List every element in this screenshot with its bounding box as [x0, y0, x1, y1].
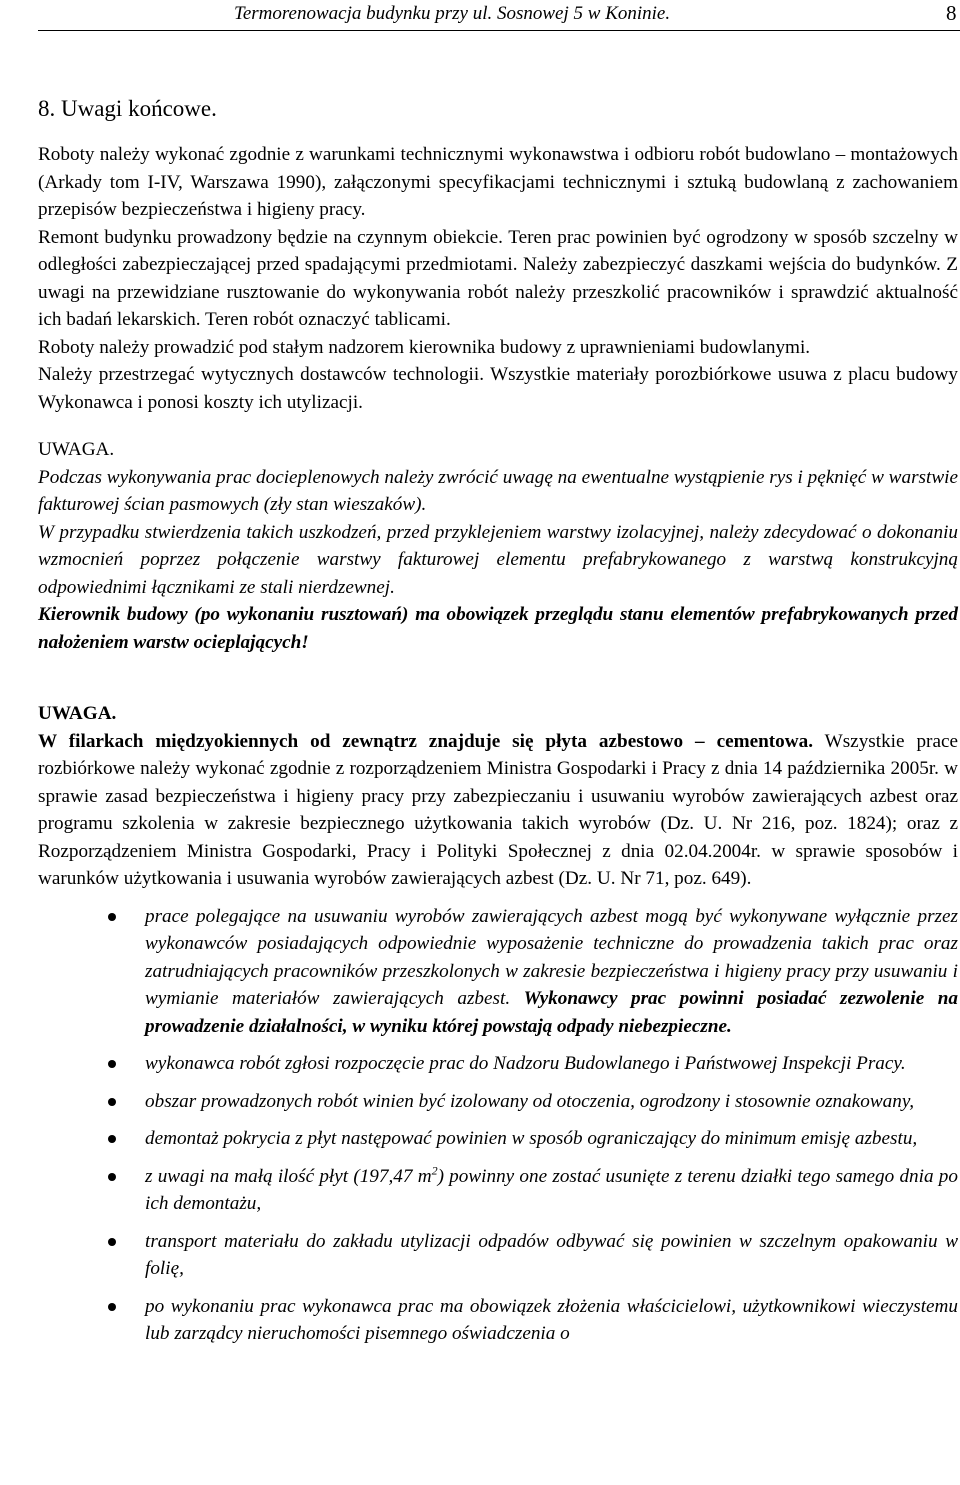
header-title: Termorenowacja budynku przy ul. Sosnowej 5 w Koninie. — [234, 3, 671, 24]
list-item: obszar prowadzonych robót winien być izolowany od otoczenia, ogrodzony i stosownie oznakowany, — [38, 1088, 958, 1116]
bullet-icon — [108, 1303, 116, 1311]
bullet-icon — [108, 1238, 116, 1246]
paragraph-regulations: Roboty należy wykonać zgodnie z warunkami technicznymi wykonawstwa i odbioru robót budowlano – montażowych (Arkady tom I-IV, Warszawa 1990), załączonymi specyfikacjami technicznymi i sztuką budowlaną z zachowaniem przepisów bezpieczeństwa i higieny pracy. — [38, 144, 958, 220]
bullet-icon — [108, 1173, 116, 1181]
note-label: UWAGA. — [38, 439, 115, 460]
document-body — [38, 141, 958, 1358]
asbestos-paragraph — [38, 728, 958, 893]
note-manager-duty: Kierownik budowy (po wykonaniu rusztowań) ma obowiązek przeglądu stanu elementów prefabrykowanych przed nałożeniem warstw ocieplających! — [38, 604, 958, 653]
list-item: demontaż pokrycia z płyt następować powinien w sposób ograniczający do minimum emisję azbestu, — [38, 1125, 958, 1153]
asbestos-note-label: UWAGA. — [38, 703, 117, 724]
paragraph-site-safety: Remont budynku prowadzony będzie na czynnym obiekcie. Teren prac powinien być ogrodzony w sposób szczelny w odległości zabezpieczającej przed spadającymi przedmiotami. Należy zabezpieczyć daszkami wejścia do budynków. Z uwagi na przewidziane rusztowanie do wykonywania robót należy przeszkolić pracowników i sprawdzić aktualność ich badań lekarskich. Teren robót oznaczyć tablicami. — [38, 226, 958, 330]
asbestos-rules-list — [38, 903, 958, 1348]
paragraph-materials: Należy przestrzegać wytycznych dostawców technologii. Wszystkie materiały porozbiórkowe usuwa z placu budowy Wykonawca i ponosi koszty ich utylizacji. — [38, 364, 958, 413]
list-item: wykonawca robót zgłosi rozpoczęcie prac do Nadzoru Budowlanego i Państwowej Inspekcji Pracy. — [38, 1050, 958, 1078]
bullet-icon — [108, 1098, 116, 1106]
list-item: z uwagi na małą ilość płyt (197,47 $m^2$) powinny one zostać usunięte z terenu działki tego samego dnia po ich demontażu, — [38, 1163, 958, 1218]
page-header — [38, 0, 960, 31]
note-cracks-text: Podczas wykonywania prac docieplenowych należy zwrócić uwagę na ewentualne wystąpienie rys i pęknięć w warstwie fakturowej ścian pasmowych (zły stan wieszaków). — [38, 466, 958, 515]
asbestos-regulation-text: Wszystkie prace rozbiórkowe należy wykonać zgodnie z rozporządzeniem Ministra Gospodarki i Pracy z dnia 14 października 2005r. w sprawie zasad bezpieczeństwa i higieny pracy przy zabezpieczaniu i usuwaniu wyrobów zawierających azbest oraz programu szkolenia w zakresie bezpiecznego użytkowania takich wyrobów (Dz. U. Nr 216, poz. 1824); oraz z Rozporządzeniem Ministra Gospodarki, Pracy i Polityki Społecznej z dnia 02.04.2004r. w sprawie sposobów i warunków użytkowania i usuwania wyrobów zawierających azbest (Dz. U. Nr 71, poz. 649). — [38, 730, 958, 889]
paragraph-supervision: Roboty należy prowadzić pod stałym nadzorem kierownika budowy z uprawnieniami budowlanymi. — [38, 336, 811, 358]
page-number: 8 — [946, 1, 957, 25]
permit-requirement: Wykonawcy prac powinni posiadać zezwolenie na prowadzenie działalności, w wyniku której powstają odpady niebezpieczne. — [145, 988, 958, 1037]
section-heading: 8. Uwagi końcowe. — [38, 96, 217, 121]
bullet-icon — [108, 1060, 116, 1068]
list-item: transport materiału do zakładu utylizacji odpadów odbywać się powinien w szczelnym opakowaniu w folię, — [38, 1228, 958, 1283]
bullet-icon — [108, 1135, 116, 1143]
note-reinforcement-text: W przypadku stwierdzenia takich uszkodzeń, przed przyklejeniem warstwy izolacyjnej, należy zdecydować o dokonaniu wzmocnień poprzez połączenie warstwy fakturowej elementu prefabrykowanego z warstwą konstrukcyjną odpowiednimi łącznikami ze stali nierdzewnej. — [38, 521, 958, 598]
bullet-icon — [108, 913, 116, 921]
list-item: po wykonaniu prac wykonawca prac ma obowiązek złożenia właścicielowi, użytkownikowi wieczystemu lub zarządcy nieruchomości pisemnego oświadczenia o — [38, 1293, 958, 1348]
asbestos-bold-lead: W filarkach międzyokiennych od zewnątrz znajduje się płyta azbestowo – cementowa. — [38, 730, 814, 752]
list-item: prace polegające na usuwaniu wyrobów zawierających azbest mogą być wykonywane wyłącznie przez wykonawców posiadających odpowiednie wyposażenie techniczne do prowadzenia takich prac oraz zatrudniających pracowników przeszkolonych w zakresie bezpieczeństwa i higieny pracy przy usuwaniu i wymianie materiałów zawierających azbest. Wykonawcy prac powinni posiadać zezwolenie na prowadzenie działalności, w wyniku której powstają odpady niebezpieczne. — [38, 903, 958, 1041]
